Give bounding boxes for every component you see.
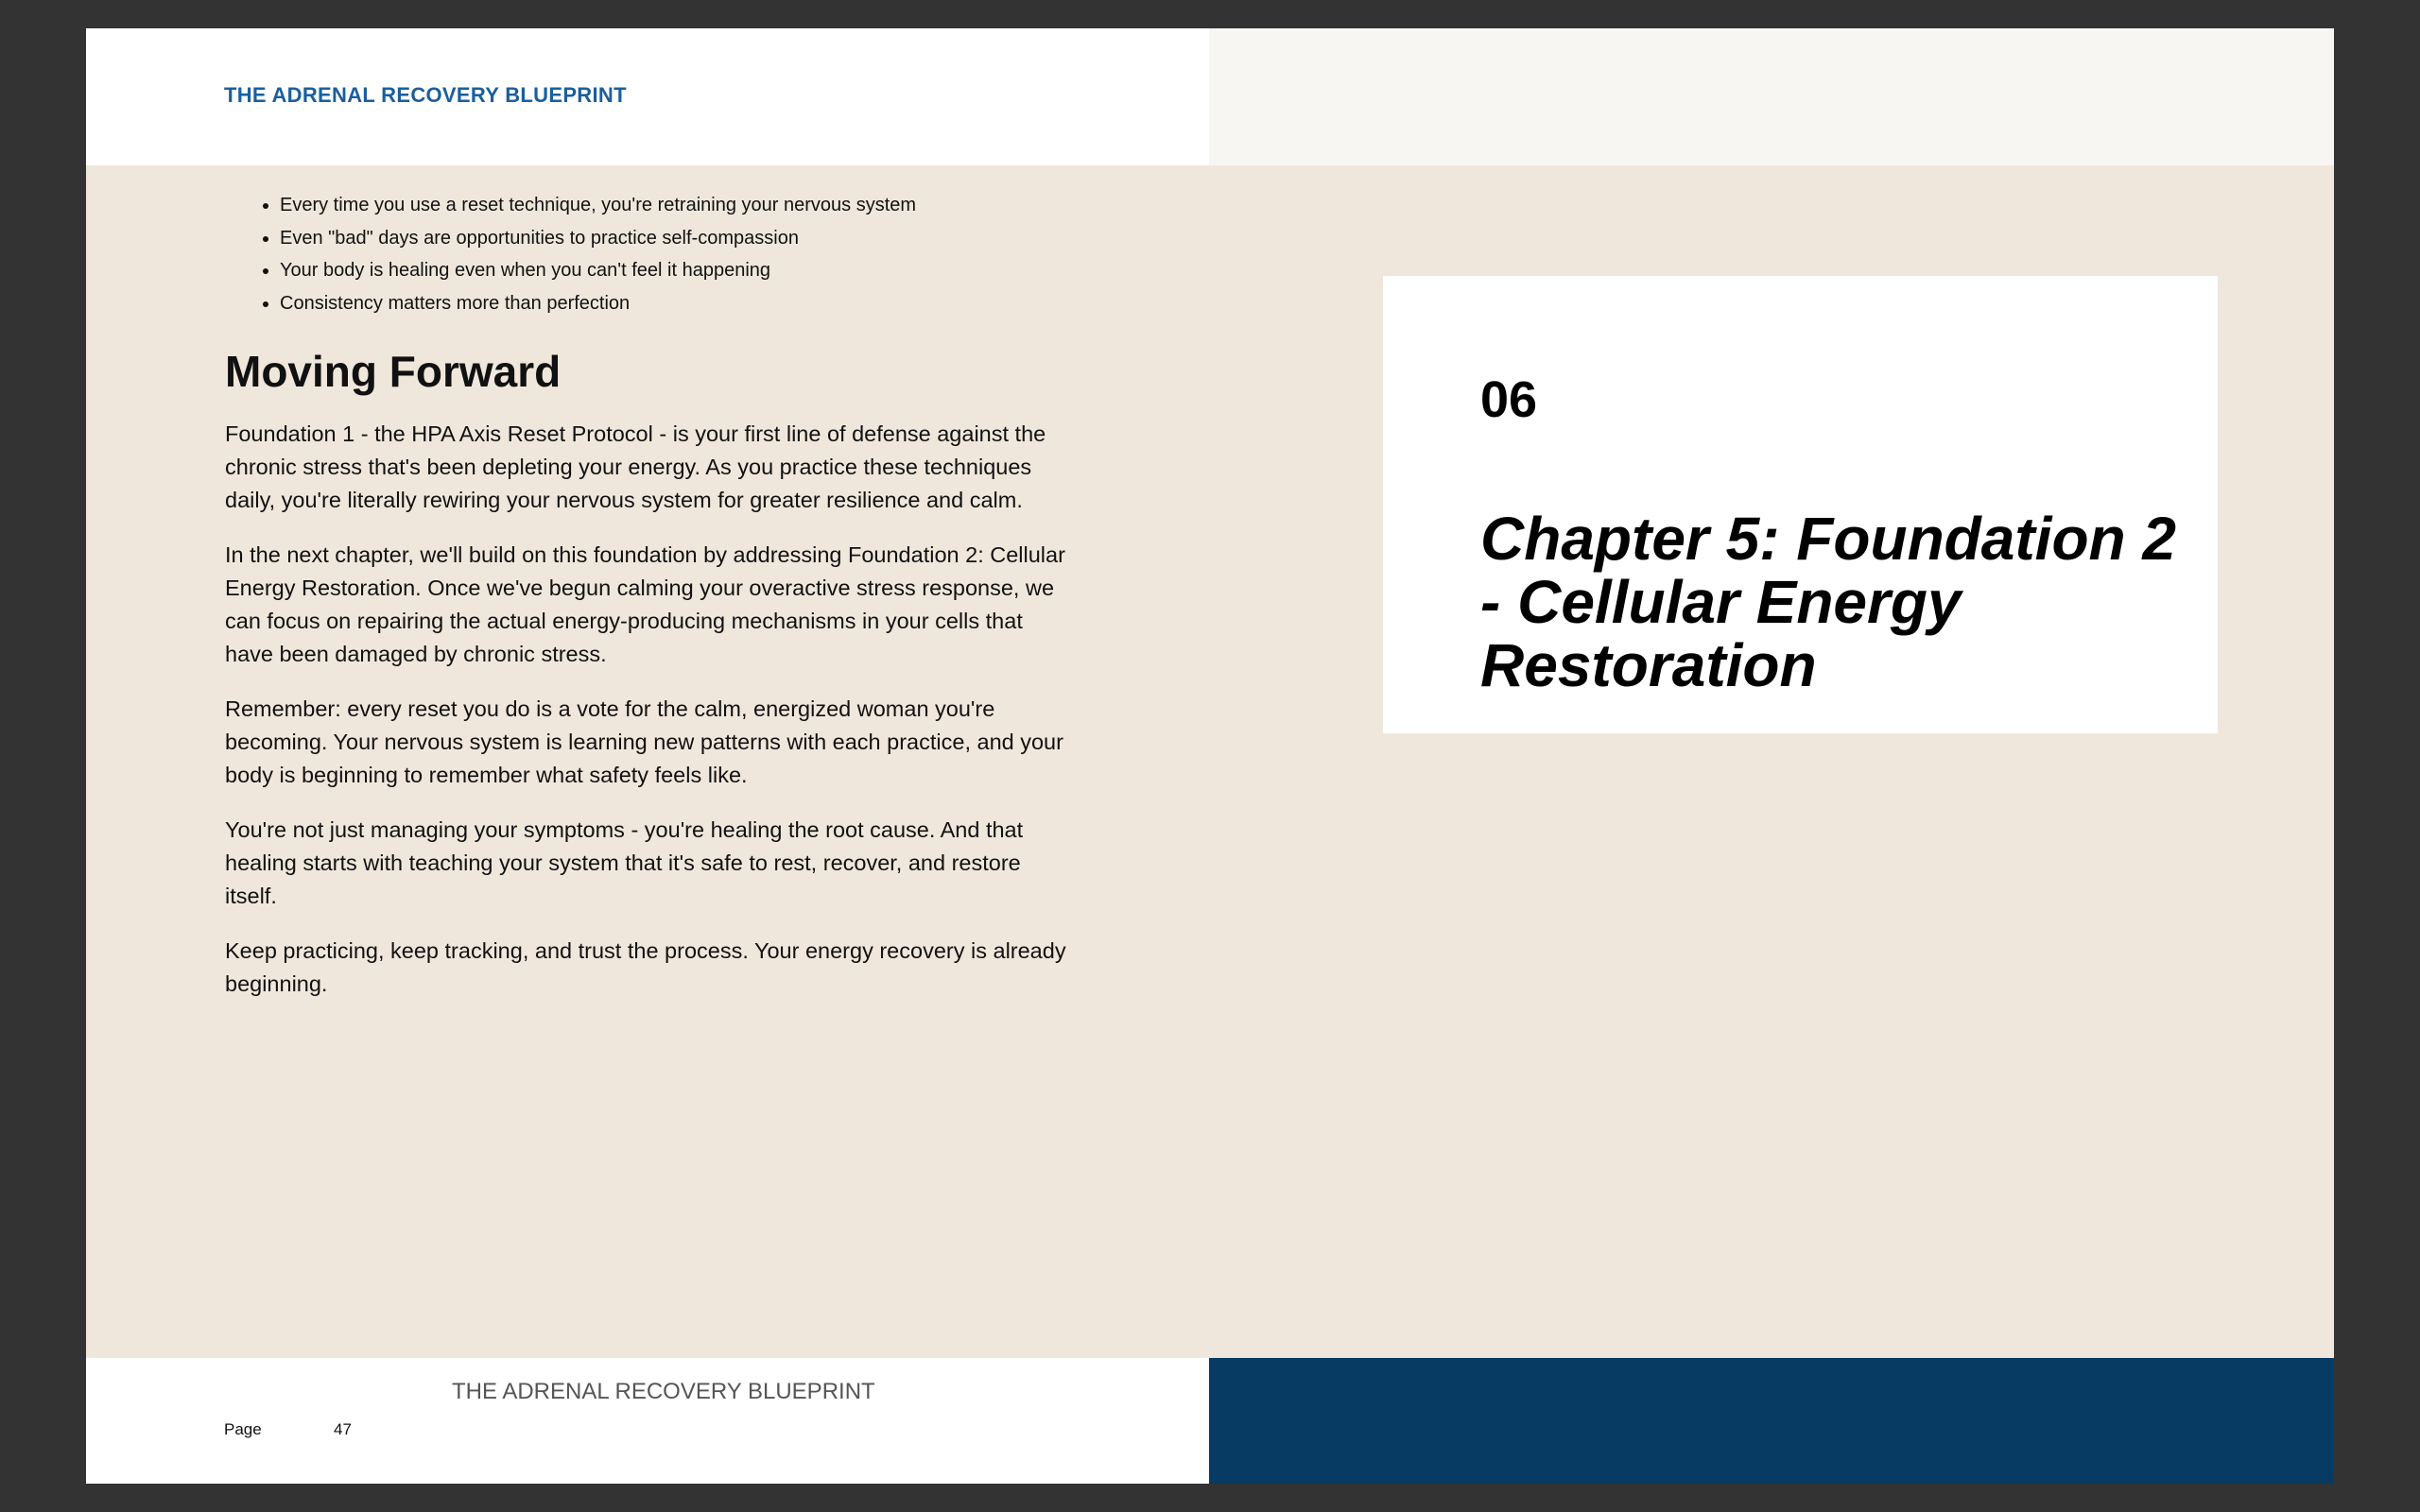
list-item: • Every time you use a reset technique, you're retraining your nervous system bbox=[280, 189, 1066, 222]
paragraph: Keep practicing, keep tracking, and trust the process. Your energy recovery is already beginning. bbox=[225, 938, 1066, 996]
book-spread bbox=[86, 28, 2334, 1484]
page-label: Page bbox=[224, 1420, 262, 1438]
section-heading: Moving Forward bbox=[225, 347, 562, 396]
list-item: • Consistency matters more than perfection bbox=[280, 287, 1066, 320]
paragraph: Foundation 1 - the HPA Axis Reset Protocol - is your first line of defense against the chronic stress that's been depleting your energy. As you practice these techniques daily, you're literally rewiring your nervous system for greater resilience and calm. bbox=[225, 421, 1046, 512]
chapter-title-card bbox=[1383, 276, 2218, 733]
running-title: THE ADRENAL RECOVERY BLUEPRINT bbox=[224, 83, 627, 107]
right-page-footer-band bbox=[1209, 1358, 2334, 1484]
left-page-header bbox=[86, 28, 1209, 165]
chapter-number: 06 bbox=[1480, 371, 1538, 428]
chapter-title: Chapter 5: Foundation 2 - Cellular Energy Restoration bbox=[1480, 505, 2176, 699]
right-page-header bbox=[1209, 28, 2334, 165]
list-item: • Even "bad" days are opportunities to practice self-compassion bbox=[280, 222, 1066, 255]
bullet-list bbox=[225, 189, 1066, 319]
paragraph: In the next chapter, we'll build on this foundation by addressing Foundation 2: Cellular Energy Restoration. Once we've begun calming your overactive stress response, we can focus on repairing the actual energy-producing mechanisms in your cells that have been damaged by chronic stress. bbox=[225, 542, 1065, 666]
paragraph: Remember: every reset you do is a vote for the calm, energized woman you're becoming. Your nervous system is learning new patterns with each practice, and your body is beginning to remember what safety feels like. bbox=[225, 696, 1063, 787]
paragraph: You're not just managing your symptoms - you're healing the root cause. And that healing starts with teaching your system that it's safe to rest, recover, and restore itself. bbox=[225, 817, 1024, 908]
footer-title: THE ADRENAL RECOVERY BLUEPRINT bbox=[452, 1379, 875, 1404]
left-page-content bbox=[225, 189, 1066, 1022]
list-item: • Your body is healing even when you can't feel it happening bbox=[280, 254, 1066, 287]
left-page-footer bbox=[86, 1358, 1209, 1484]
page-number: 47 bbox=[334, 1420, 352, 1438]
